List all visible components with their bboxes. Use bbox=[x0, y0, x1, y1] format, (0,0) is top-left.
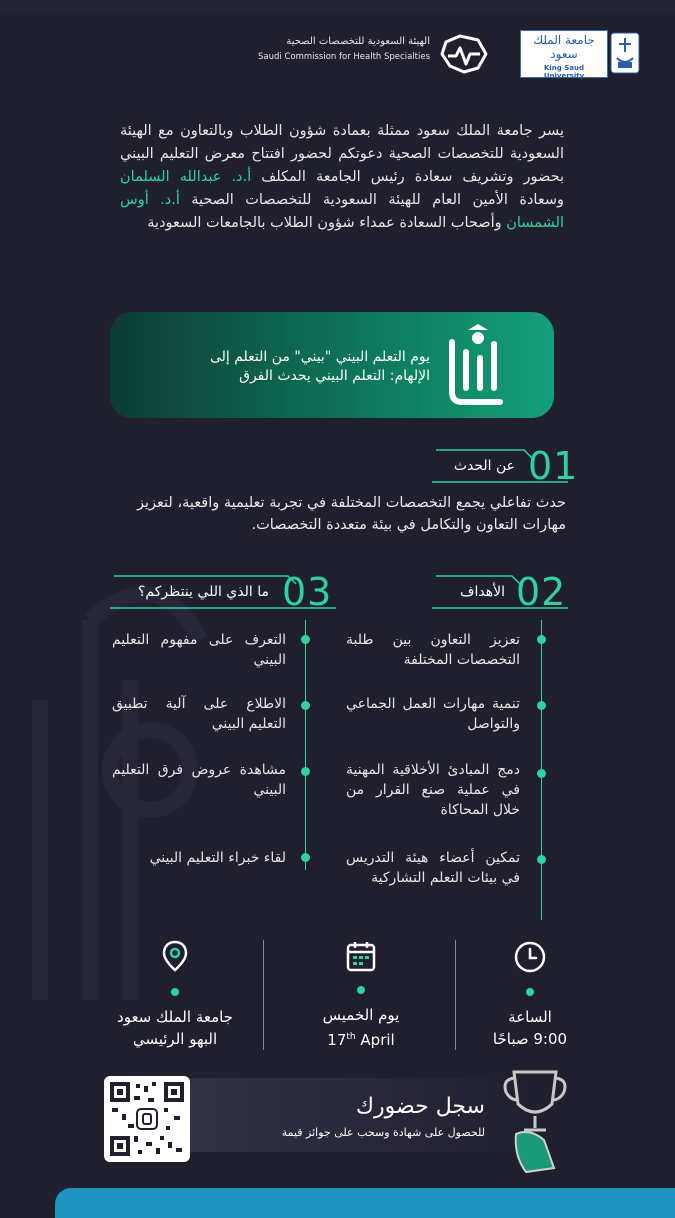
scfhs-map-heartbeat-icon bbox=[438, 32, 490, 76]
president-name: أ.د. عبدالله السلمان bbox=[120, 169, 252, 185]
intro-text-part3: وأصحاب السعادة عمداء شؤون الطلاب بالجامعات السعودية bbox=[147, 215, 502, 231]
intro-text-part2: وسعادة الأمين العام للهيئة السعودية للتخصصات الصحية bbox=[191, 192, 564, 208]
date-suffix: th bbox=[346, 1032, 356, 1042]
info-separator bbox=[263, 940, 264, 1050]
location-pin-icon bbox=[162, 940, 188, 974]
place-line-2: البهو الرئيسي bbox=[132, 1030, 218, 1048]
secretary-name: أ.د. أوس الشمسان bbox=[120, 192, 564, 231]
qr-code-icon bbox=[104, 1076, 190, 1162]
goal-item: تنمية مهارات العمل الجماعي والتواصل bbox=[346, 696, 520, 732]
register-title: سجل حضورك bbox=[355, 1094, 485, 1119]
about-text: حدث تفاعلي يجمع التخصصات المختلفة في تجربة تعليمية واقعية، لتعزيز مهارات التعاون والتكامل في بيئة متعددة التخصصات. bbox=[137, 495, 566, 533]
info-date bbox=[286, 940, 436, 1051]
date-day: 17 bbox=[327, 1031, 347, 1049]
info-date-dot bbox=[357, 986, 365, 994]
clock-icon bbox=[513, 940, 547, 974]
expect-item: التعرف على مفهوم التعليم البيني bbox=[112, 632, 286, 668]
goals-title: الأهداف bbox=[459, 584, 505, 600]
ksu-emblem-icon bbox=[610, 32, 640, 74]
info-separator bbox=[455, 940, 456, 1050]
goal-item: تعزيز التعاون بين طلبة التخصصات المختلفة bbox=[346, 632, 520, 668]
expect-item: لقاء خبراء التعليم البيني bbox=[149, 850, 286, 866]
intro-paragraph bbox=[120, 120, 564, 235]
scfhs-name-ar: الهيئة السعودية للتخصصات الصحية bbox=[286, 36, 430, 47]
goal-item: تمكين أعضاء هيئة التدريس في بيئات التعلم التشاركية bbox=[346, 850, 520, 886]
time-label: الساعة bbox=[508, 1008, 552, 1026]
goals-dot-4 bbox=[537, 855, 546, 864]
expect-timeline-line bbox=[305, 620, 306, 870]
expect-item: مشاهدة عروض فرق التعليم البيني bbox=[112, 762, 286, 798]
event-date bbox=[286, 1026, 436, 1051]
time-value: 9:00 صباحًا bbox=[492, 1030, 568, 1048]
info-time-dot bbox=[526, 988, 534, 996]
expect-item: الاطلاع على آلية تطبيق التعليم البيني bbox=[112, 696, 286, 732]
date-month: April bbox=[360, 1031, 395, 1049]
about-number: 01 bbox=[528, 444, 579, 488]
expect-dot-1 bbox=[301, 635, 310, 644]
expect-title: ما الذي اللي ينتظركم؟ bbox=[137, 584, 269, 600]
scfhs-name-en: Saudi Commission for Health Specialties bbox=[258, 52, 430, 62]
expect-dot-3 bbox=[301, 767, 310, 776]
calendar-icon bbox=[346, 940, 376, 972]
ksu-logo bbox=[520, 30, 642, 78]
ksu-name-en: King Saud University bbox=[543, 64, 585, 80]
ksu-logo-box bbox=[520, 30, 608, 78]
registration-qr-code[interactable] bbox=[104, 1076, 190, 1162]
place-line-1: جامعة الملك سعود bbox=[117, 1008, 233, 1026]
goal-item: دمج المبادئ الأخلاقية المهنية في عملية صنع القرار من خلال المحاكاة bbox=[346, 762, 520, 818]
goals-number: 02 bbox=[516, 570, 567, 614]
about-title-lines bbox=[432, 446, 572, 486]
ksu-name-ar: جامعة الملك سعود bbox=[533, 33, 595, 61]
goals-dot-3 bbox=[537, 769, 546, 778]
about-title: عن الحدث bbox=[453, 458, 515, 474]
expect-dot-2 bbox=[301, 701, 310, 710]
event-day: يوم الخميس bbox=[322, 1006, 400, 1024]
event-banner bbox=[110, 312, 554, 418]
goals-dot-2 bbox=[537, 701, 546, 710]
goals-dot-1 bbox=[537, 635, 546, 644]
expect-dot-4 bbox=[301, 853, 310, 862]
beyni-logo-icon bbox=[444, 322, 514, 408]
banner-line-2: الإلهام: التعلم البيني يحدث الفرق bbox=[239, 368, 430, 384]
info-location bbox=[100, 940, 250, 1050]
goals-title-lines bbox=[432, 572, 572, 612]
intro-text-part1: يسر جامعة الملك سعود ممثلة بعمادة شؤون الطلاب وبالتعاون مع الهيئة السعودية للتخصصات الصحية دعوتكم لحضور افتتاح معرض التعليم البيني بحضور وتشريف سعادة رئيس الجامعة المكلف bbox=[120, 123, 565, 185]
info-location-dot bbox=[171, 988, 179, 996]
banner-line-1: يوم التعلم البيني "بيني" من التعلم إلى bbox=[209, 349, 430, 365]
expect-title-lines bbox=[110, 572, 340, 612]
banner-text bbox=[190, 348, 430, 386]
info-time bbox=[470, 940, 590, 1050]
bottom-bar bbox=[55, 1188, 675, 1218]
scfhs-logo bbox=[258, 32, 490, 80]
expect-number: 03 bbox=[282, 570, 333, 614]
register-subtitle: للحصول على شهادة وسحب على جوائز قيمة bbox=[281, 1126, 485, 1139]
trophy-icon bbox=[500, 1064, 570, 1176]
